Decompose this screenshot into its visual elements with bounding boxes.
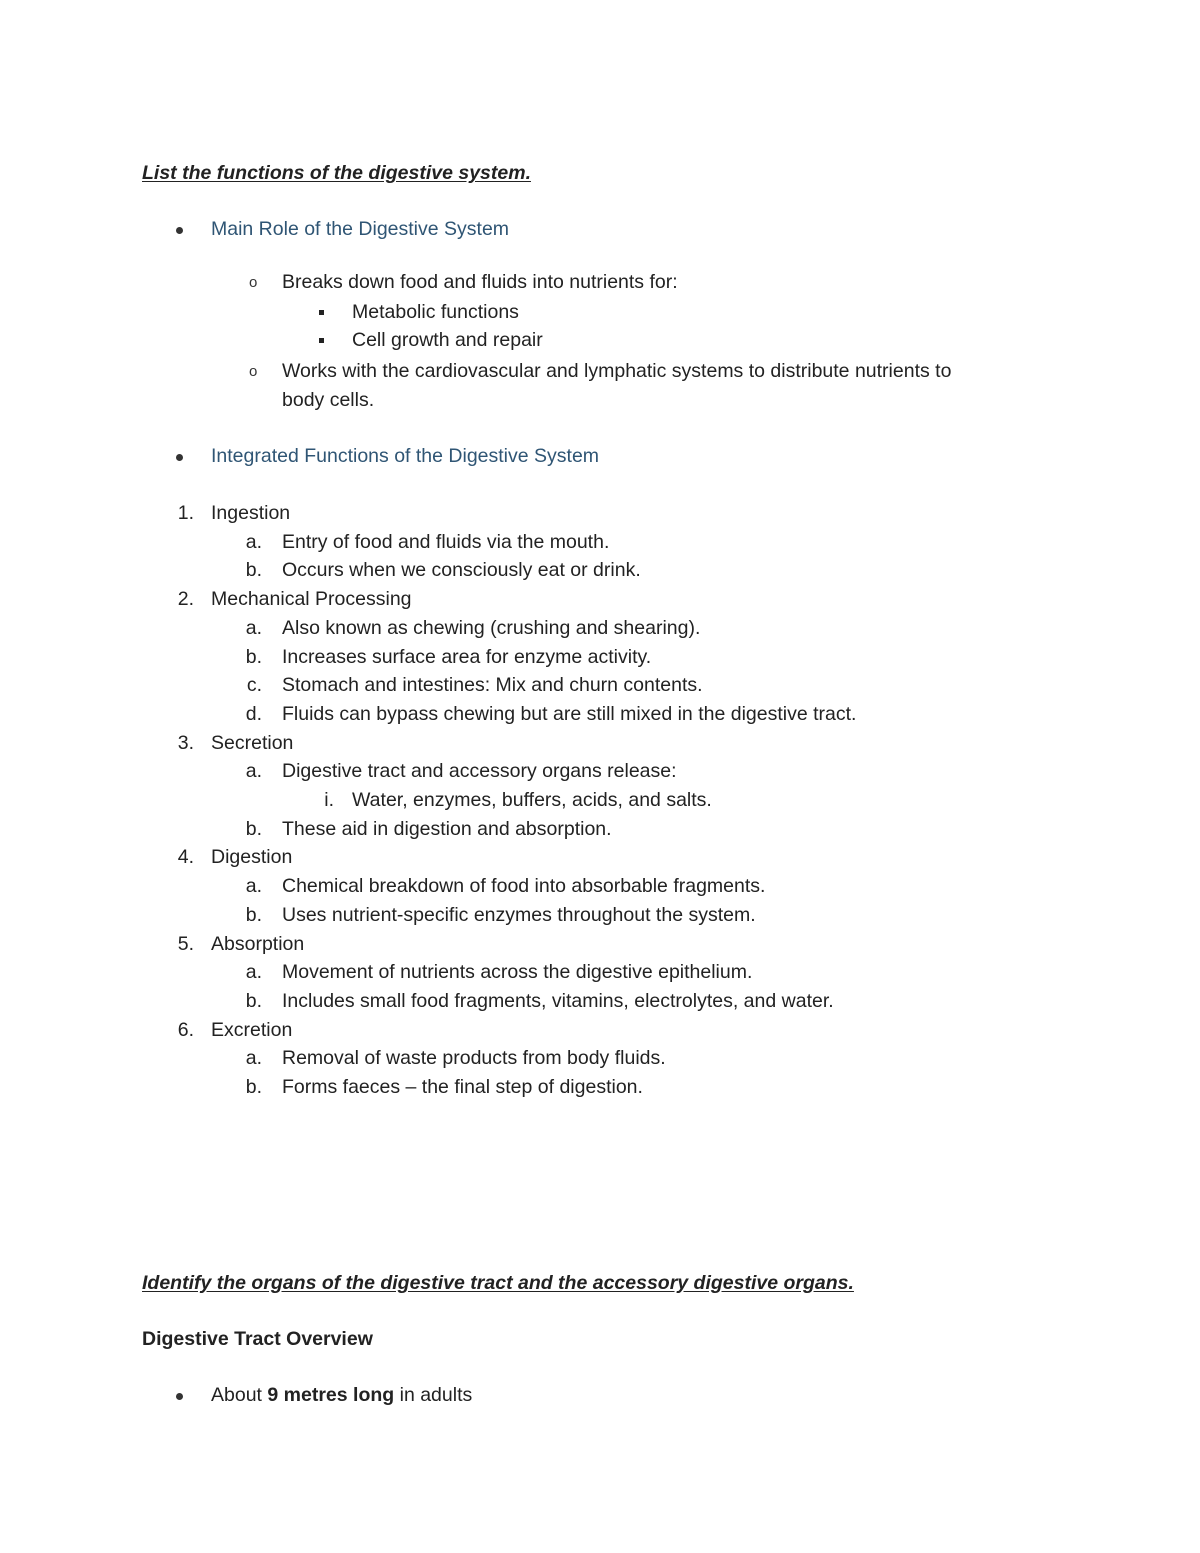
sub-list-item: Movement of nutrients across the digestive epithelium. [282,961,753,984]
sub-list-item: Digestive tract and accessory organs release: [282,760,677,783]
sub-list-item: Uses nutrient-specific enzymes throughout the system. [282,903,756,926]
sub-list-marker: a. [245,875,262,898]
sub-list-item: Occurs when we consciously eat or drink. [282,559,641,582]
main-role-item-2-line2: body cells. [282,389,375,411]
list-item-label: Secretion [211,731,294,754]
square-bullet-icon [319,338,324,343]
sub-list-marker: b. [245,645,262,668]
digestive-tract-overview-heading: Digestive Tract Overview [142,1328,373,1350]
bullet-icon [176,1393,183,1400]
sub-list-marker: b. [245,1076,262,1098]
list-number: 1. [177,502,194,524]
sub-list-marker: c. [246,674,262,697]
bullet-icon [176,454,183,461]
list-number: 4. [177,846,194,869]
list-number: 5. [177,932,194,955]
list-item-label: Mechanical Processing [211,588,412,611]
main-role-item-2-line1: Works with the cardiovascular and lymphatic systems to distribute nutrients to [282,360,952,382]
bullet-icon [176,227,183,234]
sub-list-marker: a. [245,961,262,984]
sub-list-marker: b. [245,903,262,926]
integrated-functions-title: Integrated Functions of the Digestive System [211,445,600,467]
tract-length-bold: 9 metres long [267,1384,395,1406]
square-bullet-icon [319,310,324,315]
list-item-label: Excretion [211,1018,293,1041]
tract-length-after: in adults [399,1384,473,1406]
sub-list-item: Water, enzymes, buffers, acids, and salts. [352,789,712,811]
sub-list-item: Chemical breakdown of food into absorbable fragments. [282,875,766,898]
sub-list-item: Also known as chewing (crushing and shearing). [282,616,701,639]
main-role-item-1: Breaks down food and fluids into nutrients for: [282,271,678,293]
sub-list-item: Stomach and intestines: Mix and churn contents. [282,674,703,697]
main-role-subitem-1: Metabolic functions [352,301,519,323]
list-number: 2. [177,588,194,611]
sub-list-marker: a. [245,616,262,639]
sub-list-marker: b. [245,559,262,582]
sub-list-item: Increases surface area for enzyme activity. [282,645,652,668]
sub-list-marker: a. [245,1047,262,1070]
sub-list-item: Removal of waste products from body fluids. [282,1047,666,1070]
sub-list-item: These aid in digestion and absorption. [282,817,612,840]
circle-bullet-icon: o [249,363,258,380]
section-heading-organs: Identify the organs of the digestive tract and the accessory digestive organs. [142,1272,854,1294]
sub-list-item: Entry of food and fluids via the mouth. [282,530,610,553]
sub-list-marker: i. [324,789,334,811]
sub-list-item: Fluids can bypass chewing but are still mixed in the digestive tract. [282,702,857,725]
list-item-label: Absorption [211,932,305,955]
main-role-title: Main Role of the Digestive System [211,218,510,240]
list-item-label: Ingestion [211,502,291,524]
tract-length-bullet [211,1384,472,1407]
list-number: 6. [177,1018,194,1041]
list-item-label: Digestion [211,846,293,869]
sub-list-marker: b. [245,817,262,840]
section-heading-functions: List the functions of the digestive system. [142,162,531,184]
main-role-subitem-2: Cell growth and repair [352,329,543,351]
sub-list-marker: a. [245,760,262,783]
sub-list-item: Forms faeces – the final step of digestion. [282,1076,643,1098]
sub-list-marker: b. [245,989,262,1012]
sub-list-marker: a. [245,530,262,553]
sub-list-item: Includes small food fragments, vitamins, electrolytes, and water. [282,989,834,1012]
list-number: 3. [177,731,194,754]
tract-length-before: About [211,1384,262,1406]
sub-list-marker: d. [245,702,262,725]
circle-bullet-icon: o [249,274,258,291]
